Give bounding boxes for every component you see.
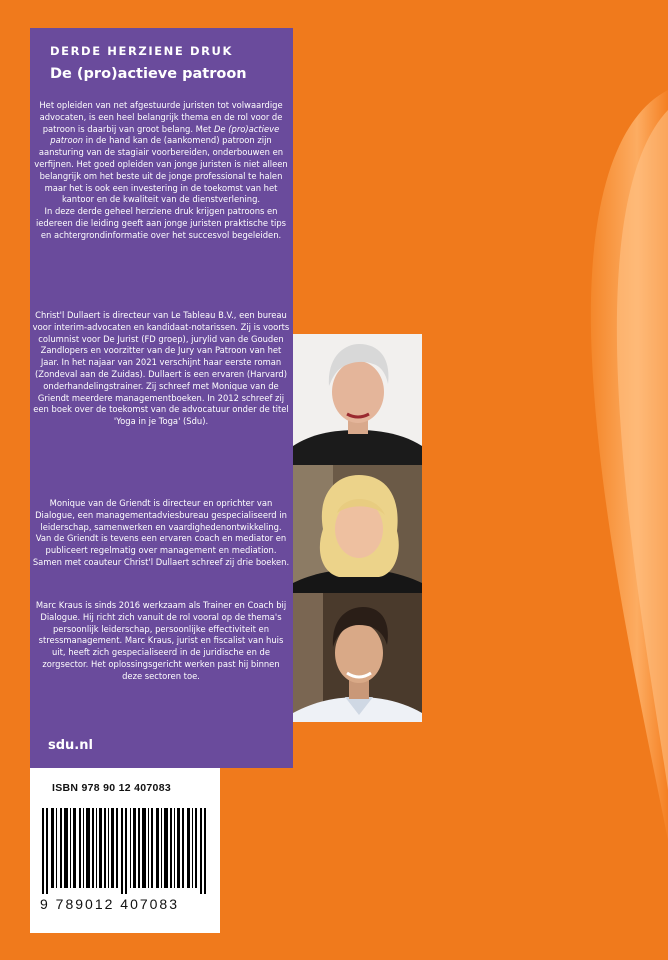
barcode-area — [30, 768, 220, 933]
isbn-label: ISBN 978 90 12 407083 — [52, 782, 171, 794]
barcode-bars — [42, 808, 208, 894]
description-paragraph-1: Het opleiden van net afgestuurde juristen tot volwaardige advocaten, is een heel belangrijk thema en de rol voor de patroon is daarbij van groot belang. Met De (pro)actieve patroon in de hand kan de (aankomend) patroon zijn aansturing van de stagiair voorbereiden, onderbouwen en verfijnen. Het goed opleiden van jonge juristen is niet alleen belangrijk om het beste uit de jonge professional te halen maar het is ook een investering in de toekomst van het kantoor en de kwaliteit van de dienstverlening. — [34, 100, 288, 205]
author-bio-van-de-griendt: Monique van de Griendt is directeur en oprichter van Dialogue, een managementadviesbureau gespecialiseerd in leiderschap, samenwerken en vaardighedenontwikkeling. Van de Griendt is tevens een ervaren coach en mediator en publiceert regelmatig over management en mediation. Samen met coauteur Christ'l Dullaert schreef zij drie boeken. — [32, 498, 290, 567]
author-bio-dullaert: Christ'l Dullaert is directeur van Le Tableau B.V., een bureau voor interim-advocaten en kandidaat-notarissen. Zij is voorts columnist voor De Jurist (FD groep), jurylid van de Gouden Zandlopers en voorzitter van de Jury van Patroon van het Jaar. In het najaar van 2021 verschijnt haar eerste roman (Zondeval aan de Zuidas). Dullaert is een ervaren (Harvard) onderhandelingstrainer. Zij schreef met Monique van de Griendt meerdere managementboeken. In 2012 schreef zij een boek over de toekomst van de advocatuur onder de titel 'Yoga in je Toga' (Sdu). — [32, 310, 290, 427]
publisher-url: sdu.nl — [48, 738, 93, 753]
book-description — [32, 100, 290, 242]
author-photo-marc-kraus — [293, 593, 422, 722]
back-cover-panel — [30, 28, 293, 768]
author-photo-christl-dullaert — [293, 334, 422, 465]
book-title: De (pro)actieve patroon — [50, 66, 247, 82]
author-photo-monique-van-de-griendt — [293, 465, 422, 593]
book-title-inline: De (pro)actieve patroon — [50, 123, 280, 146]
description-paragraph-2: In deze derde geheel herziene druk krijgen patroons en iedereen die leiding geeft aan jonge juristen praktische tips en achtergrondinformatie over het succesvol begeleiden. — [35, 206, 287, 240]
edition-label: DERDE HERZIENE DRUK — [50, 44, 234, 58]
barcode-digits: 9 789012 407083 — [40, 896, 179, 912]
author-bio-kraus: Marc Kraus is sinds 2016 werkzaam als Trainer en Coach bij Dialogue. Hij richt zich vanuit de rol vooral op de thema's persoonlijk leiderschap, persoonlijke effectiviteit en stressmanagement. Marc Kraus, jurist en fiscalist van huis uit, heeft zich gespecialiseerd in de juridische en de zorgsector. Het oplossingsgericht werken past hij binnen deze sectoren toe. — [35, 600, 287, 681]
